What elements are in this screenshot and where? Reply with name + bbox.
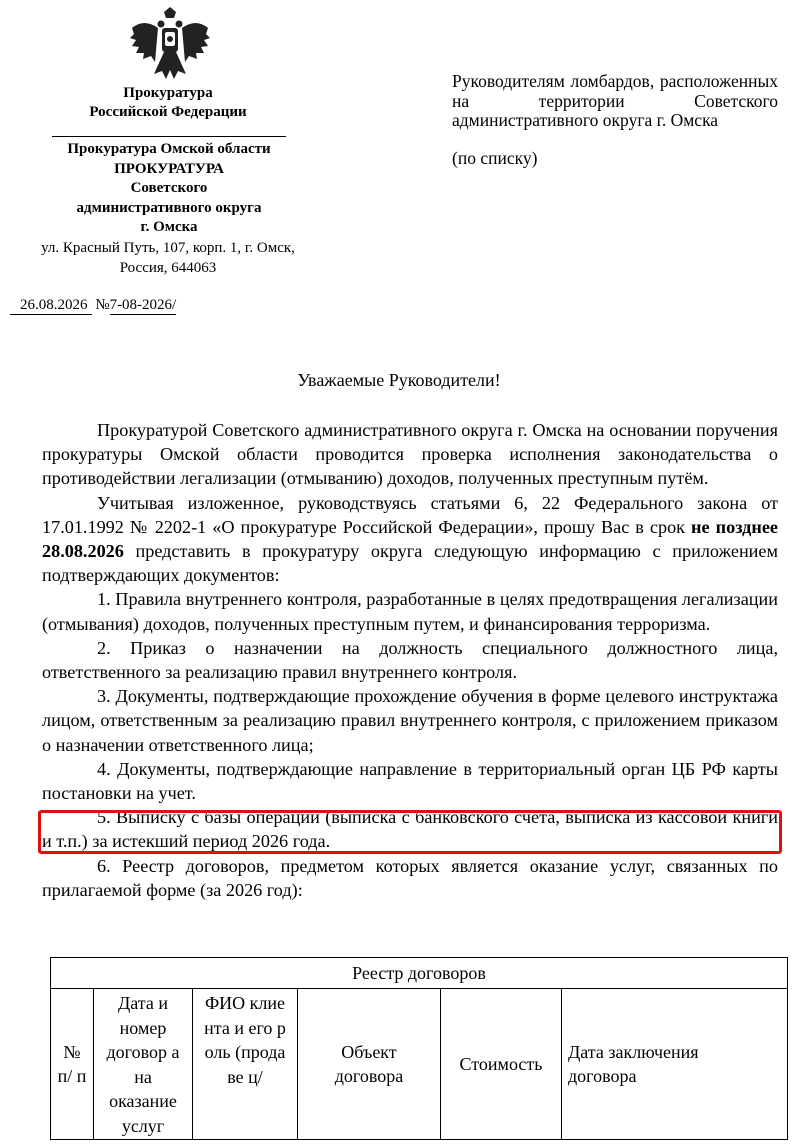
column-header-object [298, 989, 441, 1140]
deadline-bold: не позднее 28.08.2026 [42, 516, 778, 562]
addressee-note: (по списку) [452, 147, 538, 168]
column-header-text: Стоимость [459, 1053, 543, 1074]
column-header-conclusion-date [562, 989, 788, 1140]
column-header-client [193, 989, 298, 1140]
column-header-text: ФИО клиента и его роль (продаве ц/ [204, 993, 286, 1087]
org-title [58, 84, 278, 122]
table-header-row [51, 989, 788, 1140]
address-line1: ул. Красный Путь, 107, корп. 1, г. Омск, [41, 240, 295, 256]
contracts-registry-table [50, 957, 788, 1140]
list-item-5: 5. Выписку с базы операций (выписка с банковского счёта, выписка из кассовой книги и т.п.) за истекший период 2026 года. [42, 807, 778, 852]
list-item-4: 4. Документы, подтверждающие направление в территориальный орган ЦБ РФ карты постановки на учет. [42, 758, 778, 804]
column-header-cost [441, 989, 562, 1140]
org2-line: Советского [130, 180, 208, 196]
number-prefix: № [95, 297, 110, 313]
column-header-text: Объект договора [334, 1041, 404, 1086]
addressee-text: Руководителям ломбардов, расположенных на территории Советского административного округа г. Омска [452, 71, 778, 130]
list-item-3: 3. Документы, подтверждающие прохождение обучения в форме целевого инструктажа лицом, ответственным за реализацию правил внутреннего контроля, с приложением приказом о назначении ответственного лица; [42, 686, 778, 755]
paragraph-request [42, 491, 778, 588]
paragraph-intro: Прокуратурой Советского административного округа г. Омска на основании поручения прокуратуры Омской области проводится проверка исполнения законодательства о противодействии легализации (отмыванию) доходов, полученных преступным путём. [42, 420, 778, 489]
org-subtitle [40, 140, 298, 238]
org-line1: Прокуратура [123, 85, 213, 101]
org2-line: г. Омска [140, 219, 198, 235]
header-divider [52, 136, 286, 137]
column-header-number [51, 989, 94, 1140]
table-title: Реестр договоров [51, 958, 788, 989]
address-line2: Россия, 644063 [119, 260, 217, 276]
org2-line: ПРОКУРАТУРА [114, 160, 224, 177]
list-item-1: 1. Правила внутреннего контроля, разработанные в целях предотвращения легализации (отмывания) доходов, полученных преступным путем, и финансирования терроризма. [42, 589, 778, 634]
addressee-block [452, 72, 778, 168]
org2-line: административного округа [76, 199, 262, 216]
column-header-text: Дата заключения договора [568, 1041, 699, 1086]
coat-of-arms-emblem [128, 6, 212, 82]
org2-line: Прокуратура Омской области [67, 141, 271, 157]
list-item-6: 6. Реестр договоров, предметом которых является оказание услуг, связанных по прилагаемой форме (за 2026 год): [42, 855, 778, 900]
column-header-text: Дата и номер договор а на оказание услуг [106, 993, 180, 1136]
org-address [10, 238, 326, 278]
greeting: Уважаемые Руководители! [297, 370, 501, 390]
request-text-start: Учитывая изложенное, руководствуясь статьями 6, 22 Федерального закона от 17.01.1992 № 2202-1 «О прокуратуре Российской Федерации», прошу Вас в срок [42, 492, 778, 537]
highlight-box [38, 810, 782, 854]
letter-number: 7-08-2026/ [109, 297, 177, 313]
org-line2: Российской Федерации [89, 104, 247, 120]
letter-date: 26.08.2026 [10, 297, 92, 315]
column-header-date-number [94, 989, 193, 1140]
column-header-text: № п/ п [57, 1041, 87, 1086]
request-text-end: представить в прокуратуру округа следующую информацию с приложением подтверждающих документов: [42, 541, 778, 586]
date-number-line [10, 297, 176, 315]
list-item-2: 2. Приказ о назначении на должность специального должностного лица, ответственного за реализацию правил внутреннего контроля. [42, 637, 778, 683]
